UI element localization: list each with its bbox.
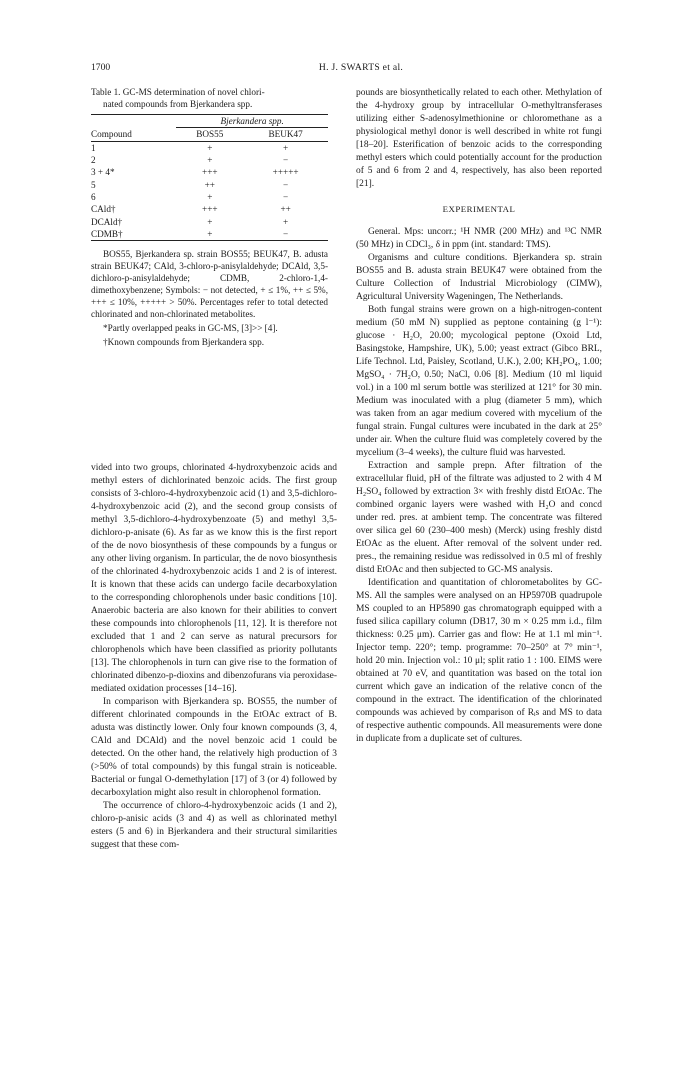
cell-compound: 3 + 4* (91, 167, 115, 178)
table-row (91, 141, 328, 154)
table-caption (91, 86, 328, 110)
running-title: H. J. SWARTS et al. (318, 62, 404, 73)
cell-compound: 5 (91, 179, 96, 190)
paragraph-general: General. Mps: uncorr.; ¹H NMR (200 MHz) and ¹³C NMR (50 MHz) in CDCl₃, δ in ppm (int. standard: TMS). (356, 227, 602, 250)
table-body (91, 141, 328, 240)
table-row (91, 166, 328, 178)
table-caption-line-2: nated compounds from Bjerkandera spp. (103, 99, 253, 110)
left-paragraph-2: In comparison with Bjerkandera sp. BOS55, the number of different chlorinated compounds in the EtOAc extract of B. adusta was distinctly lower. Only four known compounds (3, 4, CAld and DCAld) and the novel benzoic acid 1 could be detected. On the other hand, the relatively high production of 3 (>50% of total compounds) by this fungal strain is noticeable. Bacterial or fungal O-demethylation [17] of 3 (or 4) followed by decarboxylation might also result in chlorophenol formation. (91, 697, 337, 798)
table-1 (91, 86, 328, 348)
cell-bos55: + (207, 191, 213, 202)
cell-bos55: ++ (204, 179, 215, 190)
cell-compound: 2 (91, 155, 96, 166)
table-caption-line-1: Table 1. GC-MS determination of novel chlori- (91, 87, 265, 97)
table-row (91, 203, 328, 215)
paragraph-organisms: Organisms and culture conditions. Bjerkandera sp. strain BOS55 and B. adusta strain BEUK47 were obtained from the Culture Collection of Industrial Microbiology (CIMW), Agricultural University Wageningen, The Netherlands. (356, 253, 602, 302)
cell-bos55: +++ (202, 167, 218, 178)
gc-ms-table (91, 114, 328, 241)
table-row (91, 191, 328, 203)
cell-beuk47: − (283, 155, 289, 166)
cell-bos55: +++ (202, 204, 218, 215)
col-header-beuk47: BEUK47 (268, 129, 303, 140)
right-paragraph-1: pounds are biosynthetically related to each other. Methylation of the 4-hydroxy group by intracellular O-methyltransferases utilizing either S-adenosylmethionine or chloromethane as a physiological methyl donor is well described in white rot fungi [18–20]. Esterification of benzoic acids to the corresponding methyl esters which could potentially account for the production of 5 and 6 from 2 and 4, respectively, has also been reported [21]. (356, 88, 602, 189)
table-row (91, 179, 328, 191)
cell-compound: CDMB† (91, 228, 123, 239)
right-column (356, 87, 602, 746)
paragraph-extraction: Extraction and sample prepn. After filtration of the extracellular fluid, pH of the filtrate was adjusted to 2 with 4 M H₂SO₄ followed by extraction 3× with freshly distd EtOAc. The combined organic layers were washed with H₂O and concd under red. pres. at ambient temp. The concentrate was filtered over silica gel 60 (230–400 mesh) (Merck) using freshly distd EtOAc as the eluent. After removal of the solvent under red. pres., the remaining residue was redissolved in 0.5 ml of freshly distd EtOAc and then subjected to GC-MS analysis. (356, 461, 602, 575)
paragraph-growth: Both fungal strains were grown on a high-nitrogen-content medium (50 mM N) supplied as peptone containing (g l⁻¹): glucose · H₂O, 20.00; mycological peptone (Oxoid Ltd, Basingstoke, Hampshire, UK), 5.00; yeast extract (Gibco BRL, Life Technol. Ltd, Paisley, Scotland, U.K.), 2.00; KH₂PO₄, 1.00; MgSO₄ · 7H₂O, 0.50; NaCl, 0.06 [8]. Medium (10 ml liquid vol.) in a 100 ml serum bottle was sterilized at 121° for 30 min. Medium was inoculated with a plug (diameter 5 mm), which was taken from an agar medium covered with mycelium of the fungal strain. Fungal cultures were incubated in the dark at 25° under air. When the culture fluid was completely covered by the mycelium (3–4 weeks), the culture fluid was harvested. (356, 305, 602, 458)
cell-beuk47: − (283, 191, 289, 202)
section-heading-experimental: EXPERIMENTAL (442, 204, 516, 214)
cell-beuk47: + (283, 142, 289, 153)
cell-beuk47: +++++ (272, 167, 299, 178)
table-note-star: *Partly overlapped peaks in GC-MS, [3]>> [4]. (103, 323, 278, 334)
table-row (91, 154, 328, 166)
table-row (91, 228, 328, 241)
left-paragraph-1: vided into two groups, chlorinated 4-hydroxybenzoic acids and methyl esters of dichlorinated benzoic acids. The first group consists of 3-chloro-4-hydroxybenzoic acid (1) and 3,5-dichloro-4-hydroxybenzoic acid (2), and the second group consists of methyl 3,5-dichloro-4-hydroxybenzoate (5) and methyl 3,5-dichloro-p-anisate (6). As far as we know this is the first report of the de novo biosynthesis of these compounds by a fungus or any other living organism. In particular, the de novo biosynthesis of the chlorinated 4-hydroxybenzoic acids 1 and 2 is of interest. It is known that these acids can undergo facile decarboxylation to the corresponding chlorophenols under basic conditions [10]. Anaerobic bacteria are also known for their abilities to convert these compounds into chlorophenols [11, 12]. It is therefore not excluded that 1 and 2 can serve as natural precursors for chlorophenols which have been classified as priority pollutants [13]. The chlorophenols in turn can give rise to the formation of chlorinated dibenzo-p-dioxins and dibenzofurans via peroxidase-mediated oxidation processes [14–16]. (91, 463, 337, 694)
cell-compound: CAld† (91, 204, 116, 215)
cell-compound: DCAld† (91, 216, 123, 227)
table-row (91, 216, 328, 228)
paragraph-identification: Identification and quantitation of chlorometabolites by GC-MS. All the samples were analysed on an HP5970B quadrupole MS coupled to an HP5890 gas chromatograph equipped with a fused silica capillary column (DB17, 30 m × 0.25 mm i.d., film thickness: 0.25 μm). Carrier gas and flow: He at 1.1 ml min⁻¹. Injector temp. 220°; temp. programme: 70–250° at 7° min⁻¹, hold 20 min. Injection vol.: 10 μl; split ratio 1 : 100. EIMS were obtained at 70 eV, and quantitation was based on the total ion current which gave an indication of the relative concn of the compound in the extract. The identification of the chlorinated compounds was achieved by comparison of Rᵢs and MS to data of respective authentic compounds. All measurements were done in duplicate from a duplicate set of cultures. (356, 578, 602, 744)
cell-bos55: + (207, 228, 213, 239)
cell-compound: 6 (91, 191, 96, 202)
cell-bos55: + (207, 216, 213, 227)
table-note-main: BOS55, Bjerkandera sp. strain BOS55; BEUK47, B. adusta strain BEUK47; CAld, 3-chloro-p-anisylaldehyde; DCAld, 3,5-dichloro-p-anisylaldehyde; CDMB, 2-chloro-1,4-dimethoxybenzene; Symbols: − not detected, + ≤ 1%, ++ ≤ 5%, +++ ≤ 10%, +++++ > 50%. Percentages refer to total detected chlorinated and non-chlorinated metabolites. (91, 249, 328, 320)
left-column (91, 462, 337, 852)
table-note-dagger: †Known compounds from Bjerkandera spp. (103, 337, 265, 348)
col-header-compound: Compound (91, 129, 132, 140)
cell-beuk47: − (283, 179, 289, 190)
cell-compound: 1 (91, 142, 96, 153)
col-header-bos55: BOS55 (196, 129, 224, 140)
cell-bos55: + (207, 155, 213, 166)
page-number: 1700 (91, 62, 111, 73)
cell-beuk47: ++ (280, 204, 291, 215)
page-header (91, 62, 631, 76)
cell-beuk47: − (283, 228, 289, 239)
cell-bos55: + (207, 142, 213, 153)
table-notes (91, 248, 328, 348)
left-paragraph-3: The occurrence of chloro-4-hydroxybenzoic acids (1 and 2), chloro-p-anisic acids (3 and 4) as well as chlorinated methyl esters (5 and 6) in Bjerkandera and their structural similarities suggest that these com- (91, 801, 337, 850)
group-header: Bjerkandera spp. (176, 115, 328, 128)
cell-beuk47: + (283, 216, 289, 227)
